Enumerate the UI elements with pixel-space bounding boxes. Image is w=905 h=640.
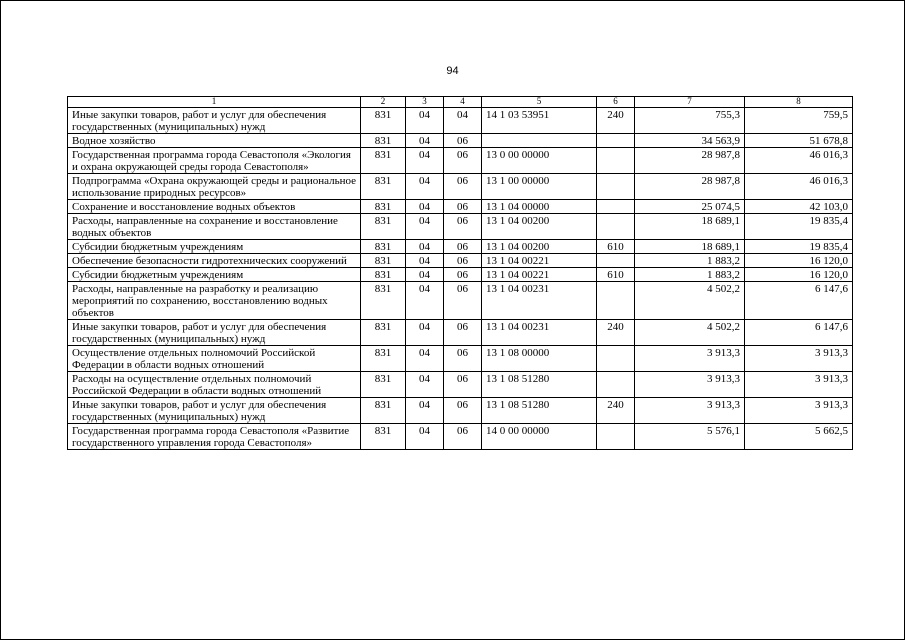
cell-ministry-code: 831 <box>361 372 406 398</box>
cell-name: Государственная программа города Севастополя «Экология и охрана окружающей среды города Севастополя» <box>68 148 361 174</box>
cell-expense-type: 610 <box>597 240 635 254</box>
column-header: 6 <box>597 97 635 108</box>
cell-amount-year2: 46 016,3 <box>745 148 853 174</box>
cell-amount-year2: 6 147,6 <box>745 282 853 320</box>
cell-subsection: 06 <box>444 254 482 268</box>
table-row <box>68 254 853 268</box>
cell-section: 04 <box>406 174 444 200</box>
cell-ministry-code: 831 <box>361 268 406 282</box>
table-body <box>68 108 853 450</box>
cell-amount-year1: 1 883,2 <box>635 254 745 268</box>
cell-ministry-code: 831 <box>361 148 406 174</box>
cell-target-article: 13 1 04 00231 <box>482 282 597 320</box>
table-row <box>68 372 853 398</box>
cell-name: Расходы, направленные на сохранение и восстановление водных объектов <box>68 214 361 240</box>
cell-amount-year1: 18 689,1 <box>635 214 745 240</box>
cell-amount-year1: 3 913,3 <box>635 398 745 424</box>
cell-subsection: 06 <box>444 346 482 372</box>
cell-amount-year1: 4 502,2 <box>635 320 745 346</box>
cell-name: Субсидии бюджетным учреждениям <box>68 240 361 254</box>
cell-amount-year2: 3 913,3 <box>745 372 853 398</box>
cell-amount-year1: 28 987,8 <box>635 174 745 200</box>
cell-amount-year1: 1 883,2 <box>635 268 745 282</box>
cell-amount-year1: 34 563,9 <box>635 134 745 148</box>
column-header: 3 <box>406 97 444 108</box>
cell-amount-year2: 42 103,0 <box>745 200 853 214</box>
cell-target-article: 13 1 04 00000 <box>482 200 597 214</box>
cell-name: Государственная программа города Севастополя «Развитие государственного управления города Севастополя» <box>68 424 361 450</box>
cell-ministry-code: 831 <box>361 424 406 450</box>
cell-ministry-code: 831 <box>361 320 406 346</box>
cell-expense-type <box>597 174 635 200</box>
cell-amount-year2: 5 662,5 <box>745 424 853 450</box>
cell-subsection: 06 <box>444 320 482 346</box>
cell-amount-year2: 6 147,6 <box>745 320 853 346</box>
cell-expense-type <box>597 424 635 450</box>
cell-name: Иные закупки товаров, работ и услуг для обеспечения государственных (муниципальных) нужд <box>68 108 361 134</box>
cell-section: 04 <box>406 320 444 346</box>
cell-expense-type <box>597 214 635 240</box>
cell-expense-type <box>597 200 635 214</box>
cell-amount-year1: 755,3 <box>635 108 745 134</box>
cell-subsection: 06 <box>444 398 482 424</box>
cell-target-article: 14 0 00 00000 <box>482 424 597 450</box>
cell-amount-year1: 18 689,1 <box>635 240 745 254</box>
cell-expense-type <box>597 148 635 174</box>
cell-subsection: 06 <box>444 134 482 148</box>
budget-table <box>67 96 853 450</box>
cell-expense-type <box>597 372 635 398</box>
cell-amount-year1: 25 074,5 <box>635 200 745 214</box>
cell-target-article: 13 1 04 00231 <box>482 320 597 346</box>
cell-subsection: 06 <box>444 424 482 450</box>
cell-amount-year2: 3 913,3 <box>745 398 853 424</box>
cell-section: 04 <box>406 346 444 372</box>
cell-name: Расходы, направленные на разработку и реализацию мероприятий по сохранению, восстановлению водных объектов <box>68 282 361 320</box>
cell-expense-type <box>597 134 635 148</box>
cell-ministry-code: 831 <box>361 174 406 200</box>
cell-name: Подпрограмма «Охрана окружающей среды и рациональное использование природных ресурсов» <box>68 174 361 200</box>
cell-subsection: 06 <box>444 214 482 240</box>
cell-subsection: 06 <box>444 268 482 282</box>
table-row <box>68 200 853 214</box>
cell-ministry-code: 831 <box>361 398 406 424</box>
cell-amount-year1: 28 987,8 <box>635 148 745 174</box>
cell-target-article: 13 1 04 00221 <box>482 268 597 282</box>
cell-target-article: 13 1 00 00000 <box>482 174 597 200</box>
cell-section: 04 <box>406 134 444 148</box>
table-row <box>68 174 853 200</box>
cell-target-article <box>482 134 597 148</box>
table-row <box>68 134 853 148</box>
cell-amount-year2: 19 835,4 <box>745 214 853 240</box>
cell-target-article: 13 1 08 00000 <box>482 346 597 372</box>
cell-amount-year1: 4 502,2 <box>635 282 745 320</box>
cell-section: 04 <box>406 424 444 450</box>
cell-ministry-code: 831 <box>361 200 406 214</box>
cell-target-article: 13 1 08 51280 <box>482 398 597 424</box>
cell-section: 04 <box>406 108 444 134</box>
cell-target-article: 13 1 08 51280 <box>482 372 597 398</box>
cell-name: Обеспечение безопасности гидротехнических сооружений <box>68 254 361 268</box>
cell-target-article: 13 1 04 00200 <box>482 240 597 254</box>
cell-ministry-code: 831 <box>361 282 406 320</box>
cell-expense-type: 610 <box>597 268 635 282</box>
table-row <box>68 320 853 346</box>
cell-target-article: 13 1 04 00221 <box>482 254 597 268</box>
cell-target-article: 13 0 00 00000 <box>482 148 597 174</box>
cell-expense-type <box>597 282 635 320</box>
cell-expense-type <box>597 346 635 372</box>
cell-name: Субсидии бюджетным учреждениям <box>68 268 361 282</box>
cell-name: Иные закупки товаров, работ и услуг для обеспечения государственных (муниципальных) нужд <box>68 320 361 346</box>
table-row <box>68 282 853 320</box>
cell-target-article: 13 1 04 00200 <box>482 214 597 240</box>
cell-ministry-code: 831 <box>361 134 406 148</box>
page-number: 94 <box>446 65 459 77</box>
cell-target-article: 14 1 03 53951 <box>482 108 597 134</box>
cell-subsection: 06 <box>444 174 482 200</box>
cell-subsection: 06 <box>444 148 482 174</box>
cell-amount-year2: 19 835,4 <box>745 240 853 254</box>
table-header-row <box>68 97 853 108</box>
cell-name: Иные закупки товаров, работ и услуг для обеспечения государственных (муниципальных) нужд <box>68 398 361 424</box>
cell-section: 04 <box>406 372 444 398</box>
table-row <box>68 268 853 282</box>
column-header: 1 <box>68 97 361 108</box>
cell-amount-year2: 46 016,3 <box>745 174 853 200</box>
cell-name: Расходы на осуществление отдельных полномочий Российской Федерации в области водных отношений <box>68 372 361 398</box>
cell-expense-type: 240 <box>597 108 635 134</box>
cell-amount-year2: 16 120,0 <box>745 254 853 268</box>
table-row <box>68 148 853 174</box>
column-header: 7 <box>635 97 745 108</box>
cell-ministry-code: 831 <box>361 214 406 240</box>
cell-amount-year2: 16 120,0 <box>745 268 853 282</box>
cell-expense-type <box>597 254 635 268</box>
cell-ministry-code: 831 <box>361 240 406 254</box>
cell-name: Водное хозяйство <box>68 134 361 148</box>
cell-section: 04 <box>406 214 444 240</box>
cell-expense-type: 240 <box>597 320 635 346</box>
table-row <box>68 214 853 240</box>
column-header: 4 <box>444 97 482 108</box>
cell-amount-year2: 759,5 <box>745 108 853 134</box>
column-header: 2 <box>361 97 406 108</box>
cell-ministry-code: 831 <box>361 254 406 268</box>
cell-amount-year1: 3 913,3 <box>635 346 745 372</box>
cell-ministry-code: 831 <box>361 108 406 134</box>
cell-amount-year1: 5 576,1 <box>635 424 745 450</box>
cell-section: 04 <box>406 254 444 268</box>
table-row <box>68 346 853 372</box>
table-row <box>68 108 853 134</box>
cell-section: 04 <box>406 398 444 424</box>
cell-subsection: 06 <box>444 240 482 254</box>
cell-subsection: 06 <box>444 200 482 214</box>
cell-amount-year2: 3 913,3 <box>745 346 853 372</box>
cell-amount-year2: 51 678,8 <box>745 134 853 148</box>
cell-subsection: 04 <box>444 108 482 134</box>
cell-section: 04 <box>406 200 444 214</box>
cell-section: 04 <box>406 148 444 174</box>
cell-section: 04 <box>406 240 444 254</box>
table-row <box>68 240 853 254</box>
column-header: 8 <box>745 97 853 108</box>
cell-expense-type: 240 <box>597 398 635 424</box>
cell-subsection: 06 <box>444 282 482 320</box>
table-row <box>68 398 853 424</box>
cell-subsection: 06 <box>444 372 482 398</box>
table-row <box>68 424 853 450</box>
cell-name: Осуществление отдельных полномочий Российской Федерации в области водных отношений <box>68 346 361 372</box>
cell-name: Сохранение и восстановление водных объектов <box>68 200 361 214</box>
cell-section: 04 <box>406 268 444 282</box>
cell-amount-year1: 3 913,3 <box>635 372 745 398</box>
column-header: 5 <box>482 97 597 108</box>
cell-ministry-code: 831 <box>361 346 406 372</box>
cell-section: 04 <box>406 282 444 320</box>
